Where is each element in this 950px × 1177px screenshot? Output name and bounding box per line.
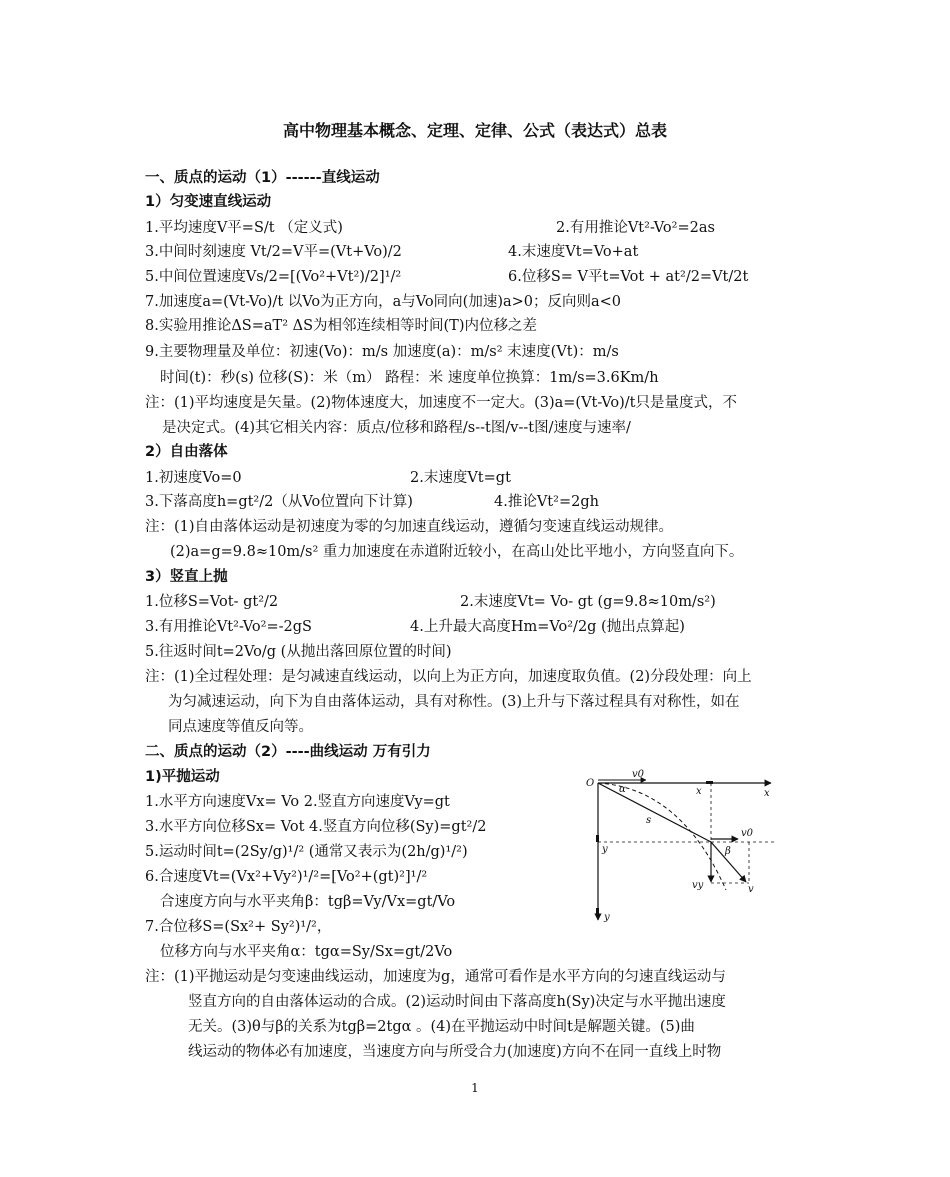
formula-line: 8.实验用推论ΔS=aT² ΔS为相邻连续相等时间(T)内位移之差 <box>145 318 538 334</box>
formula-line: 1.水平方向速度Vx= Vo 2.竖直方向速度Vy=gt <box>145 794 450 810</box>
alpha-label: α <box>619 784 626 795</box>
note-line: 无关。(3)θ与β的关系为tgβ=2tgα 。(4)在平抛运动中时间t是解题关键。(5)曲 <box>188 1019 695 1035</box>
page-number: 1 <box>471 1081 479 1095</box>
subsection-heading: 3）竖直上抛 <box>145 569 228 585</box>
formula-line: 2.末速度Vt=gt <box>410 470 511 486</box>
formula-line: 2.末速度Vt= Vo- gt (g=9.8≈10m/s²) <box>460 594 716 610</box>
section-heading: 一、质点的运动（1）------直线运动 <box>145 170 380 186</box>
v0-label: v0 <box>741 828 754 839</box>
formula-line: 5.中间位置速度Vs/2=[(Vo²+Vt²)/2]¹/² <box>145 269 402 285</box>
formula-line: 3.水平方向位移Sx= Vot 4.竖直方向位移(Sy)=gt²/2 <box>145 819 487 835</box>
formula-line: 2.有用推论Vt²-Vo²=2as <box>556 220 715 236</box>
formula-line: 4.末速度Vt=Vo+at <box>508 244 639 260</box>
formula-line: 时间(t)：秒(s) 位移(S)：米（m） 路程：米 速度单位换算：1m/s=3.6Km/h <box>160 370 659 386</box>
note-line: 线运动的物体必有加速度，当速度方向与所受合力(加速度)方向不在同一直线上时物 <box>188 1044 722 1060</box>
y-axis-label: y <box>604 912 610 923</box>
projectile-diagram <box>586 768 786 928</box>
formula-line: 位移方向与水平夹角α：tgα=Sy/Sx=gt/2Vo <box>160 944 453 960</box>
formula-line: 合速度方向与水平夹角β：tgβ=Vy/Vx=gt/Vo <box>160 894 456 910</box>
formula-line: 6.合速度Vt=(Vx²+Vy²)¹/²=[Vo²+(gt)²]¹/² <box>145 869 428 885</box>
formula-line: 4.上升最大高度Hm=Vo²/2g (抛出点算起) <box>410 619 685 635</box>
note-line: 注：(1)平均速度是矢量。(2)物体速度大，加速度不一定大。(3)a=(Vt-Vo)/t只是量度式，不 <box>145 395 737 411</box>
formula-line: 5.运动时间t=(2Sy/g)¹/² (通常又表示为(2h/g)¹/²) <box>145 844 468 860</box>
formula-line: 3.下落高度h=gt²/2（从Vo位置向下计算) <box>145 494 413 510</box>
displacement-line <box>598 783 711 842</box>
v0-label: v0 <box>632 769 645 780</box>
formula-line: 1.位移S=Vot- gt²/2 <box>145 594 279 610</box>
note-line: 注：(1)全过程处理：是匀减速直线运动，以向上为正方向，加速度取负值。(2)分段处理：向上 <box>145 669 752 685</box>
subsection-heading: 1)平抛运动 <box>145 769 220 785</box>
note-line: (2)a=g=9.8≈10m/s² 重力加速度在赤道附近较小，在高山处比平地小，方向竖直向下。 <box>170 544 744 560</box>
formula-line: 1.初速度Vo=0 <box>145 470 242 486</box>
beta-label: β <box>725 846 731 857</box>
note-line: 为匀减速运动，向下为自由落体运动，具有对称性。(3)上升与下落过程具有对称性，如在 <box>168 694 740 710</box>
note-line: 竖直方向的自由落体运动的合成。(2)运动时间由下落高度h(Sy)决定与水平抛出速度 <box>188 994 726 1010</box>
axis-ticks <box>596 781 713 916</box>
formula-line: 7.加速度a=(Vt-Vo)/t 以Vo为正方向，a与Vo同向(加速)a>0；反向则a<0 <box>145 294 622 310</box>
formula-line: 5.往返时间t=2Vo/g (从抛出落回原位置的时间) <box>145 644 452 660</box>
formula-line: 3.中间时刻速度 Vt/2=V平=(Vt+Vo)/2 <box>145 244 402 260</box>
page-title: 高中物理基本概念、定理、定律、公式（表达式）总表 <box>282 121 667 140</box>
note-line: 是决定式。(4)其它相关内容：质点/位移和路程/s--t图/v--t图/速度与速率/ <box>162 420 631 436</box>
subsection-heading: 1）匀变速直线运动 <box>145 194 272 210</box>
formula-line: 6.位移S= V平t=Vot + at²/2=Vt/2t <box>508 269 749 285</box>
formula-line: 4.推论Vt²=2gh <box>494 494 599 510</box>
formula-line: 3.有用推论Vt²-Vo²=-2gS <box>145 619 312 635</box>
subsection-heading: 2）自由落体 <box>145 444 228 460</box>
y-label: y <box>602 844 608 855</box>
formula-line: 1.平均速度V平=S/t （定义式) <box>145 220 343 236</box>
x-label: x <box>696 786 702 797</box>
formula-line: 9.主要物理量及单位：初速(Vo)：m/s 加速度(a)：m/s² 末速度(Vt)：m/s <box>145 344 619 360</box>
note-line: 同点速度等值反向等。 <box>168 719 313 735</box>
displacement-label: s <box>646 815 652 826</box>
origin-label: O <box>586 778 595 789</box>
vy-label: vy <box>692 880 704 891</box>
section-heading: 二、质点的运动（2）----曲线运动 万有引力 <box>145 744 431 760</box>
note-line: 注：(1)平抛运动是匀变速曲线运动，加速度为g，通常可看作是水平方向的匀速直线运动与 <box>145 969 726 985</box>
x-axis-label: x <box>764 788 770 799</box>
trajectory-curve <box>598 783 726 890</box>
note-line: 注：(1)自由落体运动是初速度为零的匀加速直线运动，遵循匀变速直线运动规律。 <box>145 519 674 535</box>
formula-line: 7.合位移S=(Sx²+ Sy²)¹/²， <box>145 919 332 935</box>
v-label: v <box>748 884 754 895</box>
